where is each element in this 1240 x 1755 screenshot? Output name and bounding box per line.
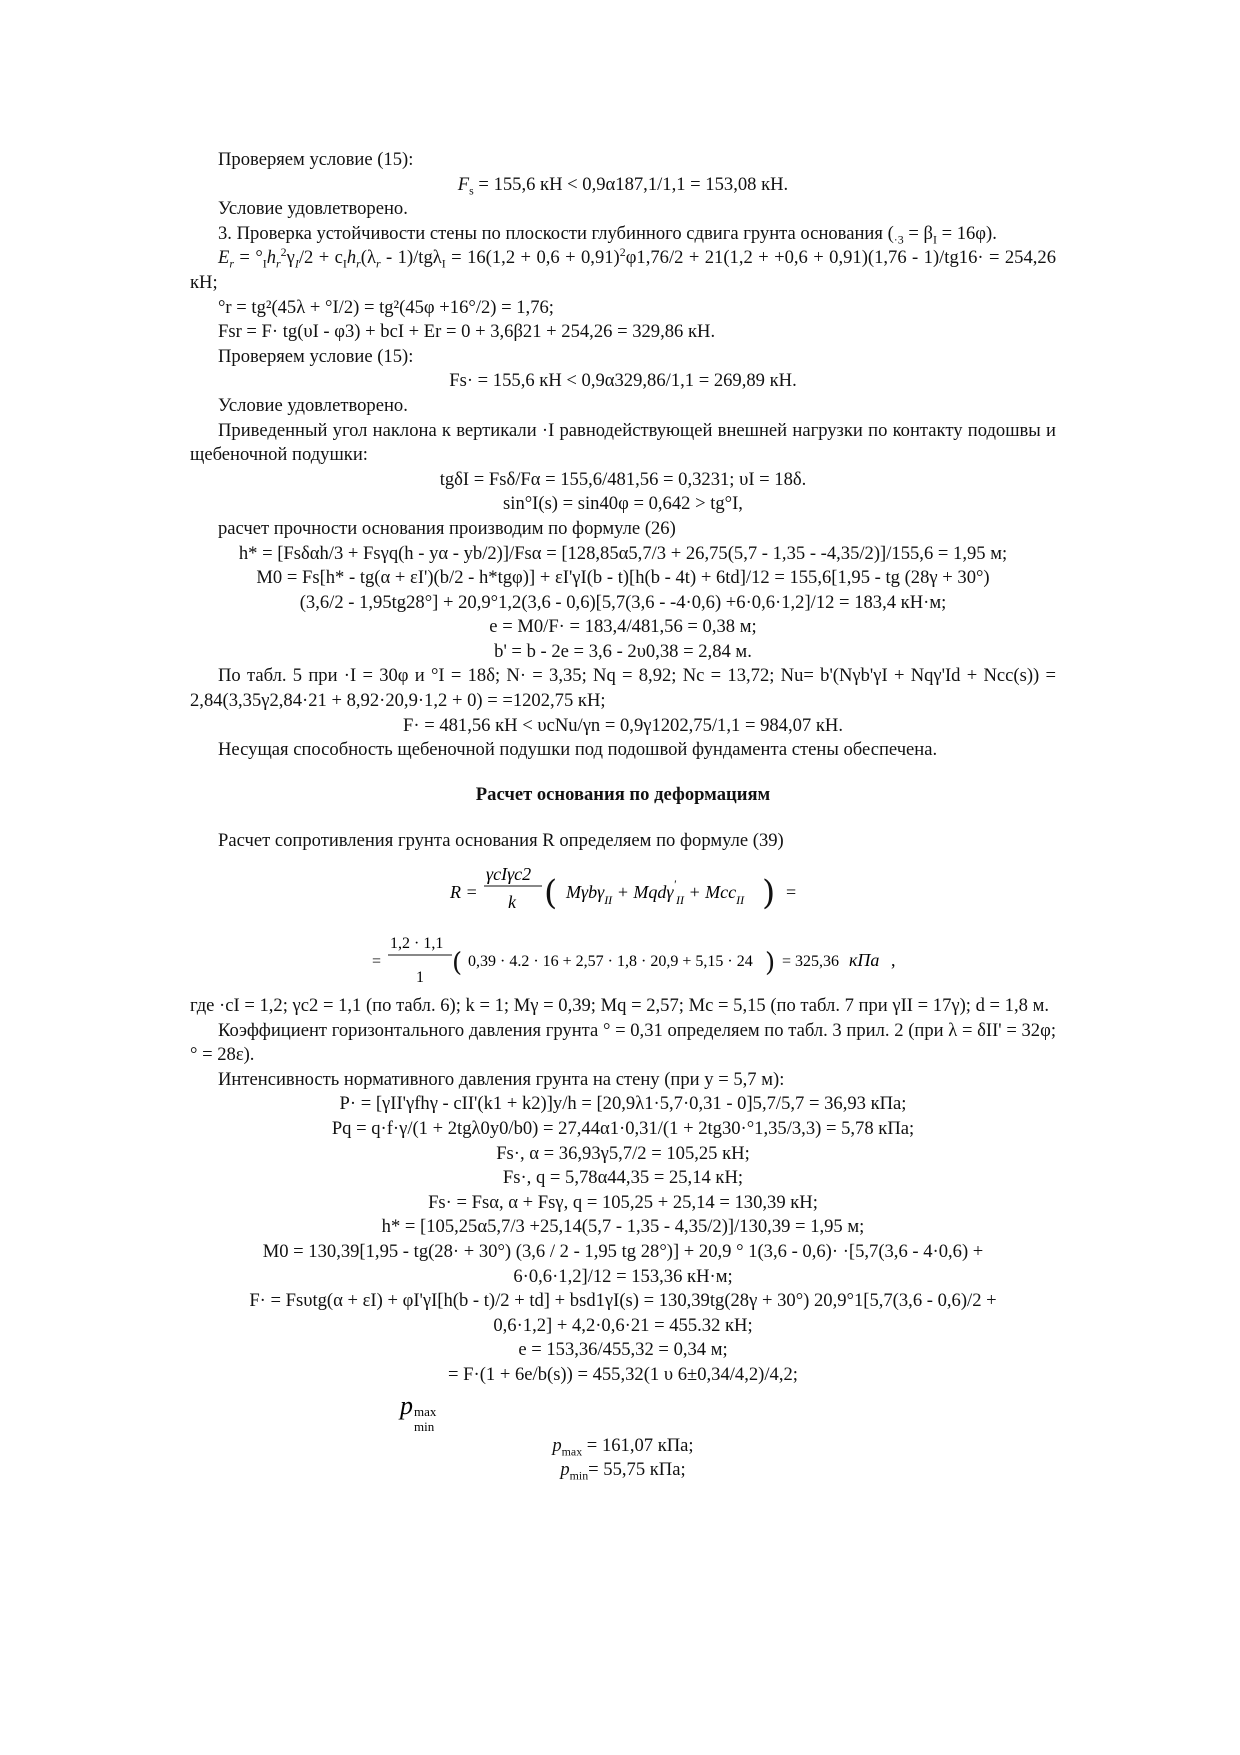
formula-line: e = M0/F· = 183,4/481,56 = 0,38 м; [489,616,757,638]
formula-line: Fs· = 155,6 кН < 0,9α329,86/1,1 = 269,89 кН. [449,370,797,392]
p-symbol: p [400,1390,413,1420]
section-heading: Расчет основания по деформациям [475,783,771,805]
formula-line: M0 = 130,39[1,95 - tg(28· + 30°) (3,6 / 2 - 1,95 tg 28°)] + 20,9 ° 1(3,6 - 0,6)· ·[5,7(3,6 - 4·0,6) + [262,1240,984,1262]
text-line: По табл. 5 при ·I = 30φ и °I = 18δ; N· = 3,35; Nq = 8,92; Nc = 13,72; Nu= b'(Nγb'γI + Nqγ'Id + Ncc(s)) = 2,84(3,35γ2,84·21 + 8,92·20,9·1,2 + 0) = =1202,75 кН; [190,665,1056,712]
formula-line: 6·0,6·1,2]/12 = 153,36 кН·м; [513,1265,733,1287]
pmax-min-svg [190,1388,1056,1434]
paren-right: ) [765,948,776,979]
formula-line: b' = b - 2e = 3,6 - 2υ0,38 = 2,84 м. [494,640,752,662]
formula-body: 0,39 · 4.2 · 16 + 2,57 · 1,8 · 20,9 + 5,15 · 24 [468,953,753,971]
text-line: Условие удовлетворено. [218,394,408,416]
formula-line: (3,6/2 - 1,95tg28°] + 20,9°1,2(3,6 - 0,6)[5,7(3,6 - -4·0,6) +6·0,6·1,2]/12 = 183,4 кН·м; [299,591,947,613]
formula-line: $F_s = 155,6$ кН < 0,9α187,1/1,1 = 153,08 кН. [457,173,789,198]
formula-R-value [190,924,1056,994]
text-line: Коэффициент горизонтального давления грунта ° = 0,31 определяем по табл. 3 прил. 2 (при λ = δII' = 32φ; ° = 28ε). [190,1019,1056,1066]
text-line: расчет прочности основания производим по формуле (26) [218,517,676,539]
paren-left: ( [544,873,558,914]
text-line: Расчет сопротивления грунта основания R определяем по формуле (39) [218,830,784,852]
formula-line: P· = [γII'γfhγ - cII'(k1 + k2)]y/h = [20,9λ1·5,7·0,31 - 0]5,7/5,7 = 36,93 кПа; [339,1093,907,1115]
formula-line: Fs·, q = 5,78α44,35 = 25,14 кН; [502,1167,744,1189]
p-sup-max: max [414,1403,437,1419]
formula-comma: , [891,950,896,971]
formula-line: Fs· = Fsα, α + Fsγ, q = 105,25 + 25,14 = 130,39 кН; [428,1191,818,1213]
text-line: Интенсивность нормативного давления грунта на стену (при y = 5,7 м): [218,1068,785,1090]
text-line: где ·cI = 1,2; γc2 = 1,1 (по табл. 6); k = 1; Mγ = 0,39; Mq = 2,57; Mc = 5,15 (по табл. 7 при γII = 17γ); d = 1,8 м. [190,995,1049,1017]
formula-denominator: 1 [416,969,424,987]
formula-numerator: γcIγc2 [486,864,532,885]
formula-line: tgδI = Fsδ/Fα = 155,6/481,56 = 0,3231; υI = 18δ. [439,468,807,490]
paren-right: ) [762,873,776,914]
formula-line: $p_{max} = 161,07$ кПа; [552,1434,694,1459]
text-line: Несущая способность щебеночной подушки под подошвой фундамента стены обеспечена. [218,739,938,761]
formula-rhs: = [786,882,797,903]
formula-line: h* = [105,25α5,7/3 +25,14(5,7 - 1,35 - 4,35/2)]/130,39 = 1,95 м; [381,1216,865,1238]
formula-line: °r = tg²(45λ + °I/2) = tg²(45φ +16°/2) = 1,76; [218,296,554,318]
formula-line: M0 = Fs[h* - tg(α + εI')(b/2 - h*tgφ)] + εI'γI(b - t)[h(b - 4t) + 6td]/12 = 155,6[1,95 - tg (28γ + 30°) [256,567,990,589]
formula-R [190,854,1056,924]
text-line: Проверяем условие (15): [218,149,414,170]
formula-line: Fsr = F· tg(υI - φ3) + bcI + Er = 0 + 3,6β21 + 254,26 = 329,86 кН. [218,321,716,343]
p-sub-min: min [414,1418,435,1434]
formula-line: F· = 481,56 кН < υcNu/γn = 0,9γ1202,75/1,1 = 984,07 кН. [403,714,843,736]
formula-denominator: k [508,892,516,913]
formula-line: $p_{min}= 55,75$ кПа; [560,1459,686,1483]
text-line: Условие удовлетворено. [218,198,408,220]
text-line: 3. Проверка устойчивости стены по плоскости глубинного сдвига грунта основания $(_{\cdot 3} = \beta_I = 16\varphi)$. [218,222,997,247]
formula-line: = F·(1 + 6e/b(s)) = 455,32(1 υ 6±0,34/4,2)/4,2; [448,1363,798,1385]
text-line: Приведенный угол наклона к вертикали ·I равнодействующей внешней нагрузки по контакту подошвы и щебеночной подушки: [190,419,1056,466]
formula-line: e = 153,36/455,32 = 0,34 м; [518,1339,728,1361]
formula-line: Fs·, α = 36,93γ5,7/2 = 105,25 кН; [496,1142,750,1164]
formula-line: F· = Fsυtg(α + εI) + φI'γI[h(b - t)/2 + td] + bsd1γI(s) = 130,39tg(28γ + 30°) 20,9°1[5,7(3,6 - 0,6)/2 + [249,1290,997,1312]
formula-unit: кПа [849,950,880,971]
formula-line: h* = [Fsδαh/3 + Fsγq(h - yα - yb/2)]/Fsα = [128,85α5,7/3 + 26,75(5,7 - 1,35 - -4,35/2)]/155,6 = 1,95 м; [238,542,1008,564]
pmax-min-symbol [190,1388,1056,1434]
formula-rhs: = 325,36 [782,953,840,971]
paren-left: ( [452,948,463,979]
formula-R-svg [190,854,1056,924]
document-page [190,148,1056,1483]
formula-line: sin°I(s) = sin40φ = 0,642 > tg°I, [503,493,743,515]
formula-body: Mγbγ$_{II}$ + Mqdγ'$_{II}$ + Mcc$_{II}$ [566,877,745,908]
formula-R-value-svg [190,924,1056,994]
formula-line: $E_r = ^\circ_Ih_r^2\gamma_I/2 + c_Ih_r(\lambda_r - 1)/tg\lambda_I = 16(1,2 + 0,6 + 0,91)^2\varphi 1,76/2 + 21(1,2 + +0,6 + 0,91)(1,76 - 1)/tg16\cdot = 254,26$ кН; [190,245,1057,293]
formula-line: 0,6·1,2] + 4,2·0,6·21 = 455.32 кН; [493,1314,753,1336]
formula-line: Pq = q·f·γ/(1 + 2tgλ0y0/b0) = 27,44α1·0,31/(1 + 2tg30·°1,35/3,3) = 5,78 кПа; [331,1118,915,1139]
formula-lhs: = [372,953,382,971]
formula-lhs: R = [450,882,478,903]
formula-numerator: 1,2 · 1,1 [390,935,444,953]
text-line: Проверяем условие (15): [218,345,414,367]
